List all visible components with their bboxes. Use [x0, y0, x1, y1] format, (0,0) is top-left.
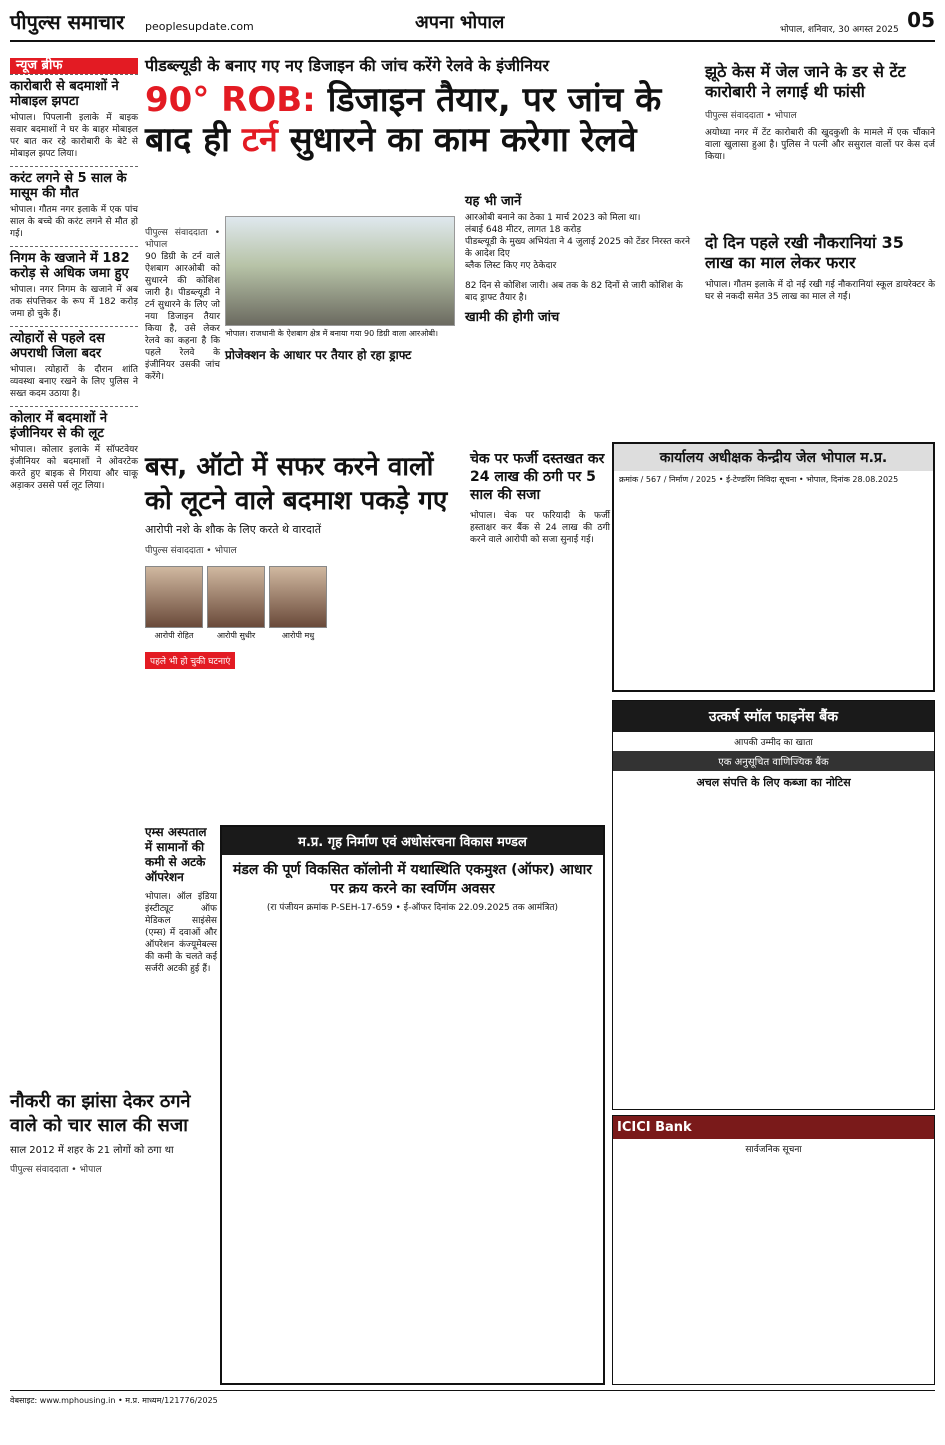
lead-byline: पीपुल्स संवाददाता • भोपाल: [145, 228, 220, 250]
job-scam-title: नौकरी का झांसा देकर ठगने वाले को चार साल की सजा: [10, 1091, 191, 1136]
headline-rob: 90° ROB:: [145, 80, 316, 120]
news-brief-body: भोपाल। त्योहारों के दौरान शांति व्यवस्था बनाए रखने के लिए पुलिस ने सख्त कदम उठाया है।: [10, 365, 138, 399]
aiims-story: [145, 825, 217, 975]
housing-ad-title: म.प्र. गृह निर्माण एवं अधोसंरचना विकास मण्डल: [222, 827, 603, 855]
fact-box-point: ब्लैक लिस्ट किए गए ठेकेदार: [465, 261, 557, 271]
news-brief-item: [10, 406, 138, 498]
website-link[interactable]: peoplesupdate.com: [145, 20, 254, 33]
tent-story-body: अयोध्या नगर में टेंट कारोबारी की खुदकुशी के मामले में एक चौंकाने वाला खुलासा हुआ है। पुलिस ने पत्नी और ससुराल वालों पर केस दर्ज किया।: [705, 128, 935, 162]
masthead: [10, 8, 935, 42]
fact-box: [465, 196, 690, 328]
date-line: भोपाल, शनिवार, 30 अगस्त 2025: [780, 25, 899, 35]
news-brief-title: करंट लगने से 5 साल के मासूम की मौत: [10, 171, 127, 201]
housing-board-ad: [220, 825, 605, 1385]
jail-tender-notice: [612, 442, 935, 692]
icici-notice: [612, 1115, 935, 1385]
jail-notice-sub: क्रमांक / 567 / निर्माण / 2025 • ई-टेण्डरिंग निविदा सूचना • भोपाल, दिनांक 28.08.2025: [619, 475, 899, 484]
accused-photo: [207, 566, 265, 640]
tent-story-title: झूठे केस में जेल जाने के डर से टेंट कारोबारी ने लगाई थी फांसी: [705, 62, 906, 101]
news-brief-title: निगम के खजाने में 182 करोड़ से अधिक जमा हुए: [10, 251, 130, 281]
bank-notice-title: अचल संपत्ति के लिए कब्जा का नोटिस: [696, 776, 851, 789]
job-scam-sub: साल 2012 में शहर के 21 लोगों को ठगा था: [10, 1145, 174, 1156]
news-brief-body: भोपाल। गौतम नगर इलाके में एक पांच साल के बच्चे की करंट लगने से मौत हो गई।: [10, 205, 138, 239]
maid-story-body: भोपाल। गौतम इलाके में दो नई रखी गई नौकरानियां स्कूल डायरेक्टर के घर से नकदी समेत 35 लाख का माल ले गईं।: [705, 280, 935, 302]
accused-label: आरोपी सुधीर: [216, 631, 256, 640]
fact-box-point: आरओबी बनाने का ठेका 1 मार्च 2023 को मिला था।: [465, 213, 641, 223]
accused-photo: [269, 566, 327, 640]
earlier-incidents-badge: पहले भी हो चुकी घटनाएं: [145, 652, 235, 669]
page-number: 05: [907, 8, 935, 32]
job-scam-story: [10, 1090, 215, 1175]
fact-box-col2: 82 दिन से कोशिश जारी। अब तक के 82 दिनों से जारी कोशिश के बाद ड्राफ्ट तैयार है।: [465, 281, 683, 303]
headline-turn: टर्न: [241, 120, 278, 160]
right-column: [705, 62, 935, 303]
accused-label: आरोपी मधु: [281, 631, 315, 640]
rob-photo: [225, 216, 455, 326]
bank-subtitle: एक अनुसूचित वाणिज्यिक बैंक: [613, 751, 934, 771]
tent-story-byline: पीपुल्स संवाददाता • भोपाल: [705, 111, 797, 121]
headline-text-1: डिजाइन तैयार, पर जांच के बाद ही: [145, 80, 662, 160]
utkarsh-bank-ad: [612, 700, 935, 1110]
lead-sub-head: प्रोजेक्शन के आधार पर तैयार हो रहा ड्राफ्ट: [225, 348, 412, 362]
fact-box-col2-title: खामी की होगी जांच: [465, 310, 560, 325]
housing-ad-sub: (रा पंजीयन क्रमांक P-SEH-17-659 • ई-ऑफर दिनांक 22.09.2025 तक आमंत्रित): [266, 903, 559, 913]
lead-body: [145, 221, 220, 383]
maid-story-title: दो दिन पहले रखी नौकरानियां 35 लाख का माल लेकर फरार: [705, 233, 904, 272]
lead-text: 90 डिग्री के टर्न वाले ऐशबाग आरओबी को सुधारने की कोशिश जारी है। पीडब्ल्यूडी ने टर्न सुधारने के लिए जो नया डिजाइन तैयार किया है, उसे लेकर रेलवे का कहना है कि पहले रेलवे के इंजीनियर उसकी जांच करेंगे।: [145, 252, 220, 382]
icici-notice-title: सार्वजनिक सूचना: [745, 1145, 802, 1155]
housing-ad-main: मंडल की पूर्ण विकसित कॉलोनी में यथास्थिति एकमुश्त (ऑफर) आधार पर क्रय करने का स्वर्णिम अवसर: [233, 862, 592, 897]
news-brief-body: भोपाल। पिपलानी इलाके में बाइक सवार बदमाशों ने घर के बाहर मोबाइल पर बात कर रहे कारोबारी के बेटे से मोबाइल झपट लिया।: [10, 113, 138, 159]
job-scam-byline: पीपुल्स संवाददाता • भोपाल: [10, 1165, 102, 1175]
jail-notice-title: कार्यालय अधीक्षक केन्द्रीय जेल भोपाल म.प्र.: [614, 444, 933, 471]
news-brief-body: भोपाल। कोलार इलाके में सॉफ्टवेयर इंजीनियर को बदमाशों ने ओवरटेक करते हुए बाइक से गिराया और चाकू अड़ाकर उससे पर्स लूट लिया।: [10, 445, 138, 491]
news-brief-item: [10, 246, 138, 326]
news-brief-item: [10, 166, 138, 246]
bus-sub-headline: आरोपी नशे के शौक के लिए करते थे वारदातें: [145, 523, 321, 536]
bank-tagline: आपकी उम्मीद का खाता: [734, 738, 813, 748]
fact-box-point: पीडब्ल्यूडी के मुख्य अभियंता ने 4 जुलाई 2025 को टेंडर निरस्त करने के आदेश दिए: [465, 237, 690, 259]
news-brief-column: [10, 58, 138, 1378]
news-brief-item: [10, 326, 138, 406]
aiims-title: एम्स अस्पताल में सामानों की कमी से अटके ऑपरेशन: [145, 825, 207, 884]
news-brief-title: कारोबारी से बदमाशों ने मोबाइल झपटा: [10, 79, 119, 109]
fact-box-point: लंबाई 648 मीटर, लागत 18 करोड़: [465, 225, 582, 235]
news-brief-header: न्यूज ब्रीफ: [10, 58, 138, 74]
cheque-title: चेक पर फर्जी दस्तखत कर 24 लाख की ठगी पर 5 साल की सजा: [470, 451, 605, 503]
accused-photo: [145, 566, 203, 640]
news-brief-body: भोपाल। नगर निगम के खजाने में अब तक संपत्तिकर के रूप में 182 करोड़ जमा हो चुके हैं।: [10, 285, 138, 319]
bus-story: [145, 450, 465, 820]
news-brief-title: कोलार में बदमाशों ने इंजीनियर से की लूट: [10, 411, 108, 441]
cheque-body: भोपाल। चेक पर फरियादी के फर्जी हस्ताक्षर कर बैंक से 24 लाख की ठगी करने वाले आरोपी को सजा सुनाई गई।: [470, 511, 610, 545]
section-title: अपना भोपाल: [415, 12, 505, 33]
lead-story: [145, 56, 695, 436]
bus-byline: पीपुल्स संवाददाता • भोपाल: [145, 546, 237, 556]
fact-box-title: यह भी जानें: [465, 194, 522, 209]
bank-name: उत्कर्ष स्मॉल फाइनेंस बैंक: [613, 701, 934, 732]
accused-label: आरोपी रोहित: [154, 631, 194, 640]
lead-kicker: पीडब्ल्यूडी के बनाए गए नए डिजाइन की जांच करेंगे रेलवे के इंजीनियर: [145, 56, 549, 75]
cheque-story: [470, 450, 610, 546]
icici-logo: ICICI Bank: [613, 1116, 934, 1139]
bus-headline: बस, ऑटो में सफर करने वालों को लूटने वाले बदमाश पकड़े गए: [145, 452, 448, 516]
newspaper-logo: पीपुल्स समाचार: [10, 10, 125, 34]
lead-headline: [145, 80, 695, 160]
photo-caption: भोपाल। राजधानी के ऐशबाग क्षेत्र में बनाया गया 90 डिग्री वाला आरओबी।: [225, 329, 439, 338]
page-footer: वेबसाइट: www.mphousing.in • म.प्र. माध्यम/121776/2025: [10, 1390, 935, 1406]
aiims-body: भोपाल। ऑल इंडिया इंस्टीट्यूट ऑफ मेडिकल साइंसेस (एम्स) में दवाओं और ऑपरेशन कंज्यूमेबल्स की कमी के चलते कई सर्जरी अटकी हुई हैं।: [145, 892, 217, 974]
headline-text-2: सुधारने का काम करेगा रेलवे: [277, 120, 637, 160]
news-brief-title: त्योहारों से पहले दस अपराधी जिला बदर: [10, 331, 105, 361]
news-brief-item: [10, 74, 138, 166]
accused-photos: [145, 566, 465, 640]
